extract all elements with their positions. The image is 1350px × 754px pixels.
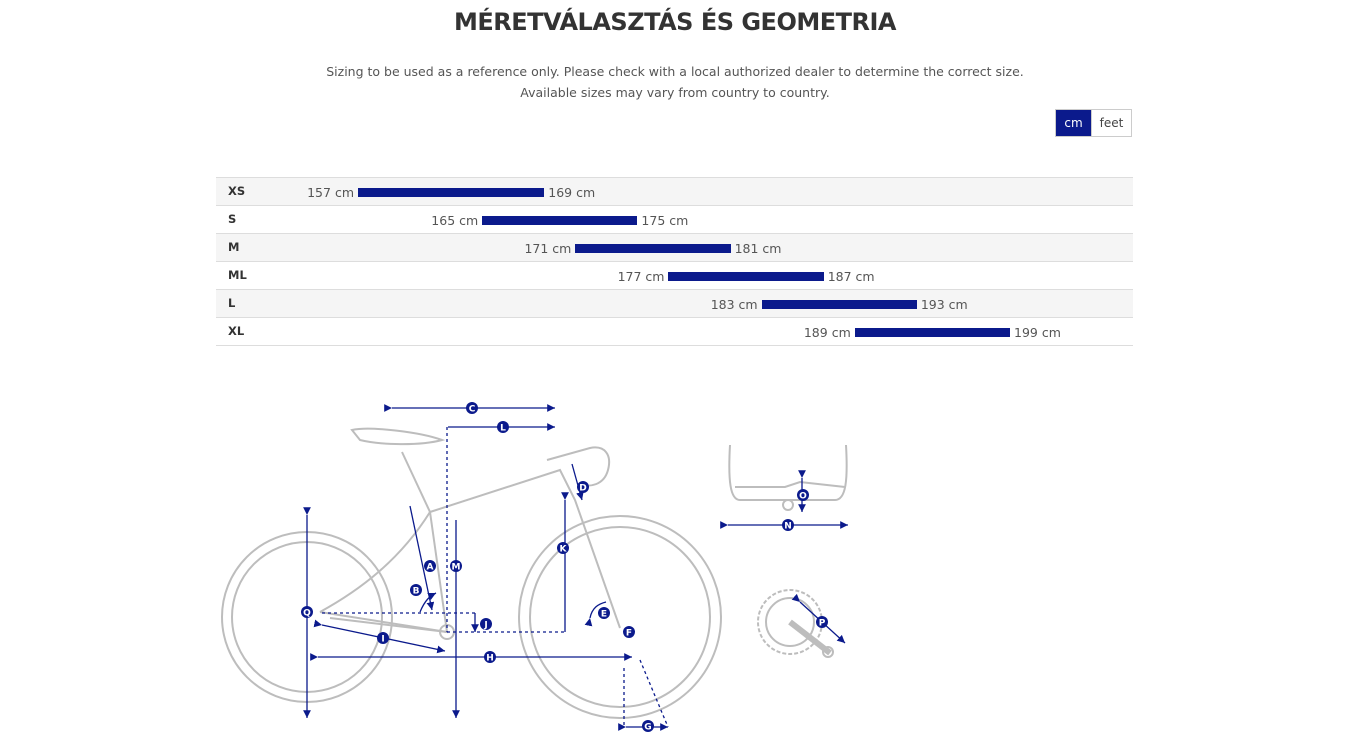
size-row-m [216,234,1133,262]
saddle [352,429,442,444]
sizing-disclaimer [0,61,1350,103]
marker-e [598,607,610,620]
svg-text:Q: Q [303,608,311,619]
range-min-label: 165 cm [431,213,479,228]
size-row-xs [216,178,1133,206]
height-range-bar [482,216,637,225]
marker-q [301,606,313,619]
marker-n [782,519,794,532]
svg-text:J: J [484,620,488,631]
unit-cm-button[interactable]: cm [1056,110,1091,136]
marker-l [497,421,509,434]
svg-text:H: H [486,653,494,664]
disclaimer-line-1: Sizing to be used as a reference only. Please check with a local authorized dealer to determine the correct size. [326,64,1024,79]
size-label: XL [228,324,245,338]
range-min-label: 189 cm [803,325,851,340]
svg-text:A: A [426,562,434,573]
height-range-bar [855,328,1010,337]
range-max-label: 199 cm [1014,325,1061,340]
frame-main [320,470,620,632]
marker-a [424,560,436,573]
size-label: L [228,296,236,310]
page-title: MÉRETVÁLASZTÁS ÉS GEOMETRIA [454,8,896,36]
range-max-label: 193 cm [920,297,968,312]
marker-g [642,720,654,733]
front-wheel-inner [530,527,710,707]
size-label: S [228,212,237,226]
size-row-s [216,206,1133,234]
size-label: ML [228,268,247,282]
size-label: M [228,240,240,254]
measurement-lines [307,408,848,727]
marker-f [623,626,635,639]
bike-outline [222,429,847,718]
marker-d [577,481,589,494]
marker-m [450,560,462,573]
marker-b [410,584,422,597]
svg-text:I: I [381,634,385,645]
size-row-l [216,290,1133,318]
front-wheel-outer [519,516,721,718]
svg-text:D: D [579,483,587,494]
seat-post [402,452,430,512]
svg-text:F: F [625,628,633,639]
svg-text:N: N [784,521,792,532]
marker-j [480,618,492,631]
range-min-label: 177 cm [617,269,665,284]
marker-c [466,402,478,415]
svg-text:K: K [559,544,567,555]
handlebar [547,447,609,485]
size-chart [216,177,1133,346]
svg-text:E: E [600,609,608,620]
bike-geometry-svg [0,390,1350,750]
range-max-label: 187 cm [827,269,875,284]
height-range-bar [668,272,823,281]
range-min-label: 157 cm [307,185,354,200]
marker-h [484,651,496,664]
svg-text:B: B [412,586,420,597]
range-max-label: 169 cm [548,185,596,200]
height-range-bar [762,300,917,309]
svg-text:C: C [468,404,476,415]
svg-text:O: O [799,491,807,502]
seat-stay [320,512,430,612]
svg-text:M: M [451,562,461,573]
range-max-label: 175 cm [641,213,689,228]
height-range-bar [358,188,544,197]
size-row-xl [216,318,1133,346]
size-label: XS [228,184,246,198]
range-min-label: 183 cm [710,297,758,312]
svg-text:G: G [644,722,652,733]
size-row-ml [216,262,1133,290]
unit-feet-button[interactable]: feet [1091,110,1131,136]
svg-text:L: L [500,423,506,434]
geometry-diagram [0,390,1350,750]
marker-k [557,542,569,555]
range-max-label: 181 cm [734,241,782,256]
unit-toggle [1055,109,1132,137]
handlebar-front-view [729,445,846,500]
height-range-bar [575,244,730,253]
range-min-label: 171 cm [524,241,572,256]
svg-text:P: P [818,618,826,629]
disclaimer-line-2: Available sizes may vary from country to country. [520,85,830,100]
